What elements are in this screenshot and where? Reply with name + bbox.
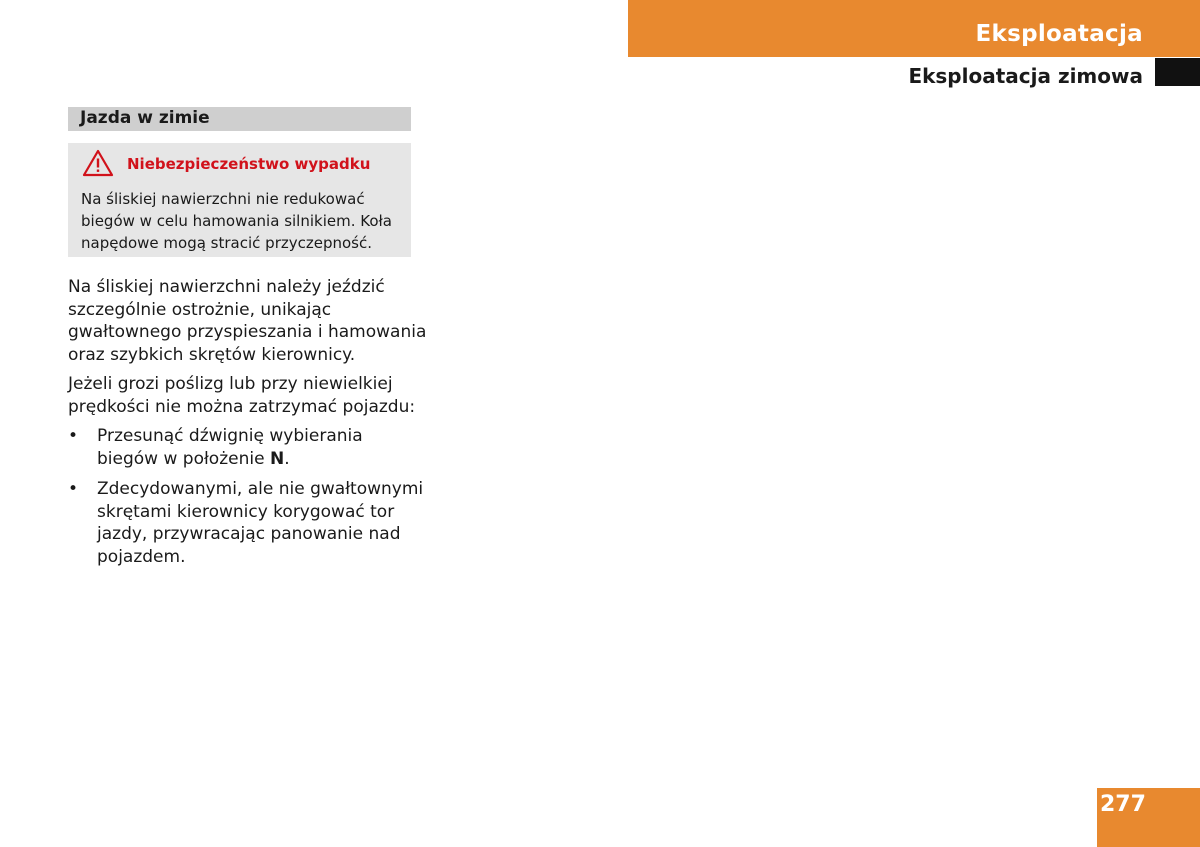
bullet-line: jazdy, przywracając panowanie nad [97, 524, 401, 544]
page-number: 277 [1100, 792, 1146, 817]
bullet-text [97, 425, 417, 470]
gear-position-n: N [269, 448, 285, 469]
paragraph-slippery-surface [68, 276, 427, 366]
paragraph-line: gwałtownego przyspieszania i hamowania [68, 322, 427, 342]
bullet-line [97, 448, 417, 471]
bullet-text [97, 478, 424, 568]
subheading-bar [68, 107, 411, 131]
bullet-line-prefix: biegów w położenie [97, 448, 270, 469]
paragraph-line: oraz szybkich skrętów kierownicy. [68, 344, 356, 365]
warning-text-line: Na śliskiej nawierzchni nie redukować [81, 190, 365, 208]
paragraph-skid-risk [68, 373, 416, 418]
chapter-title: Eksploatacja [975, 21, 1143, 47]
warning-text-line: napędowe mogą stracić przyczepność. [81, 234, 372, 252]
page-number-box [1097, 788, 1200, 847]
bullet-symbol: • [68, 479, 79, 499]
paragraph-line: szczególnie ostrożnie, unikając [68, 299, 332, 320]
paragraph-line: Na śliskiej nawierzchni należy jeździć [68, 277, 385, 297]
bullet-line: pojazdem. [97, 546, 186, 567]
bullet-item-steering-correction [68, 478, 424, 570]
bullet-symbol: • [68, 426, 79, 446]
bullet-line: Przesunąć dźwignię wybierania [97, 426, 363, 446]
warning-triangle-icon [82, 149, 114, 177]
chapter-header-bar [628, 0, 1200, 57]
paragraph-line: prędkości nie można zatrzymać pojazdu: [68, 396, 416, 417]
warning-text [81, 188, 406, 254]
bullet-item-shift-neutral [68, 425, 413, 471]
bullet-line-suffix: . [284, 448, 290, 469]
warning-box [68, 143, 411, 257]
bullet-line: Zdecydowanymi, ale nie gwałtownymi [97, 479, 424, 499]
warning-text-line: biegów w celu hamowania silnikiem. Koła [81, 212, 392, 230]
paragraph-line: Jeżeli grozi poślizg lub przy niewielkiej [68, 374, 393, 394]
subheading-text: Jazda w zimie [80, 108, 210, 128]
warning-title: Niebezpieczeństwo wypadku [127, 155, 371, 173]
bullet-line: skrętami kierownicy korygować tor [97, 501, 395, 522]
section-marker-tab [1155, 58, 1200, 86]
section-title: Eksploatacja zimowa [908, 64, 1143, 88]
